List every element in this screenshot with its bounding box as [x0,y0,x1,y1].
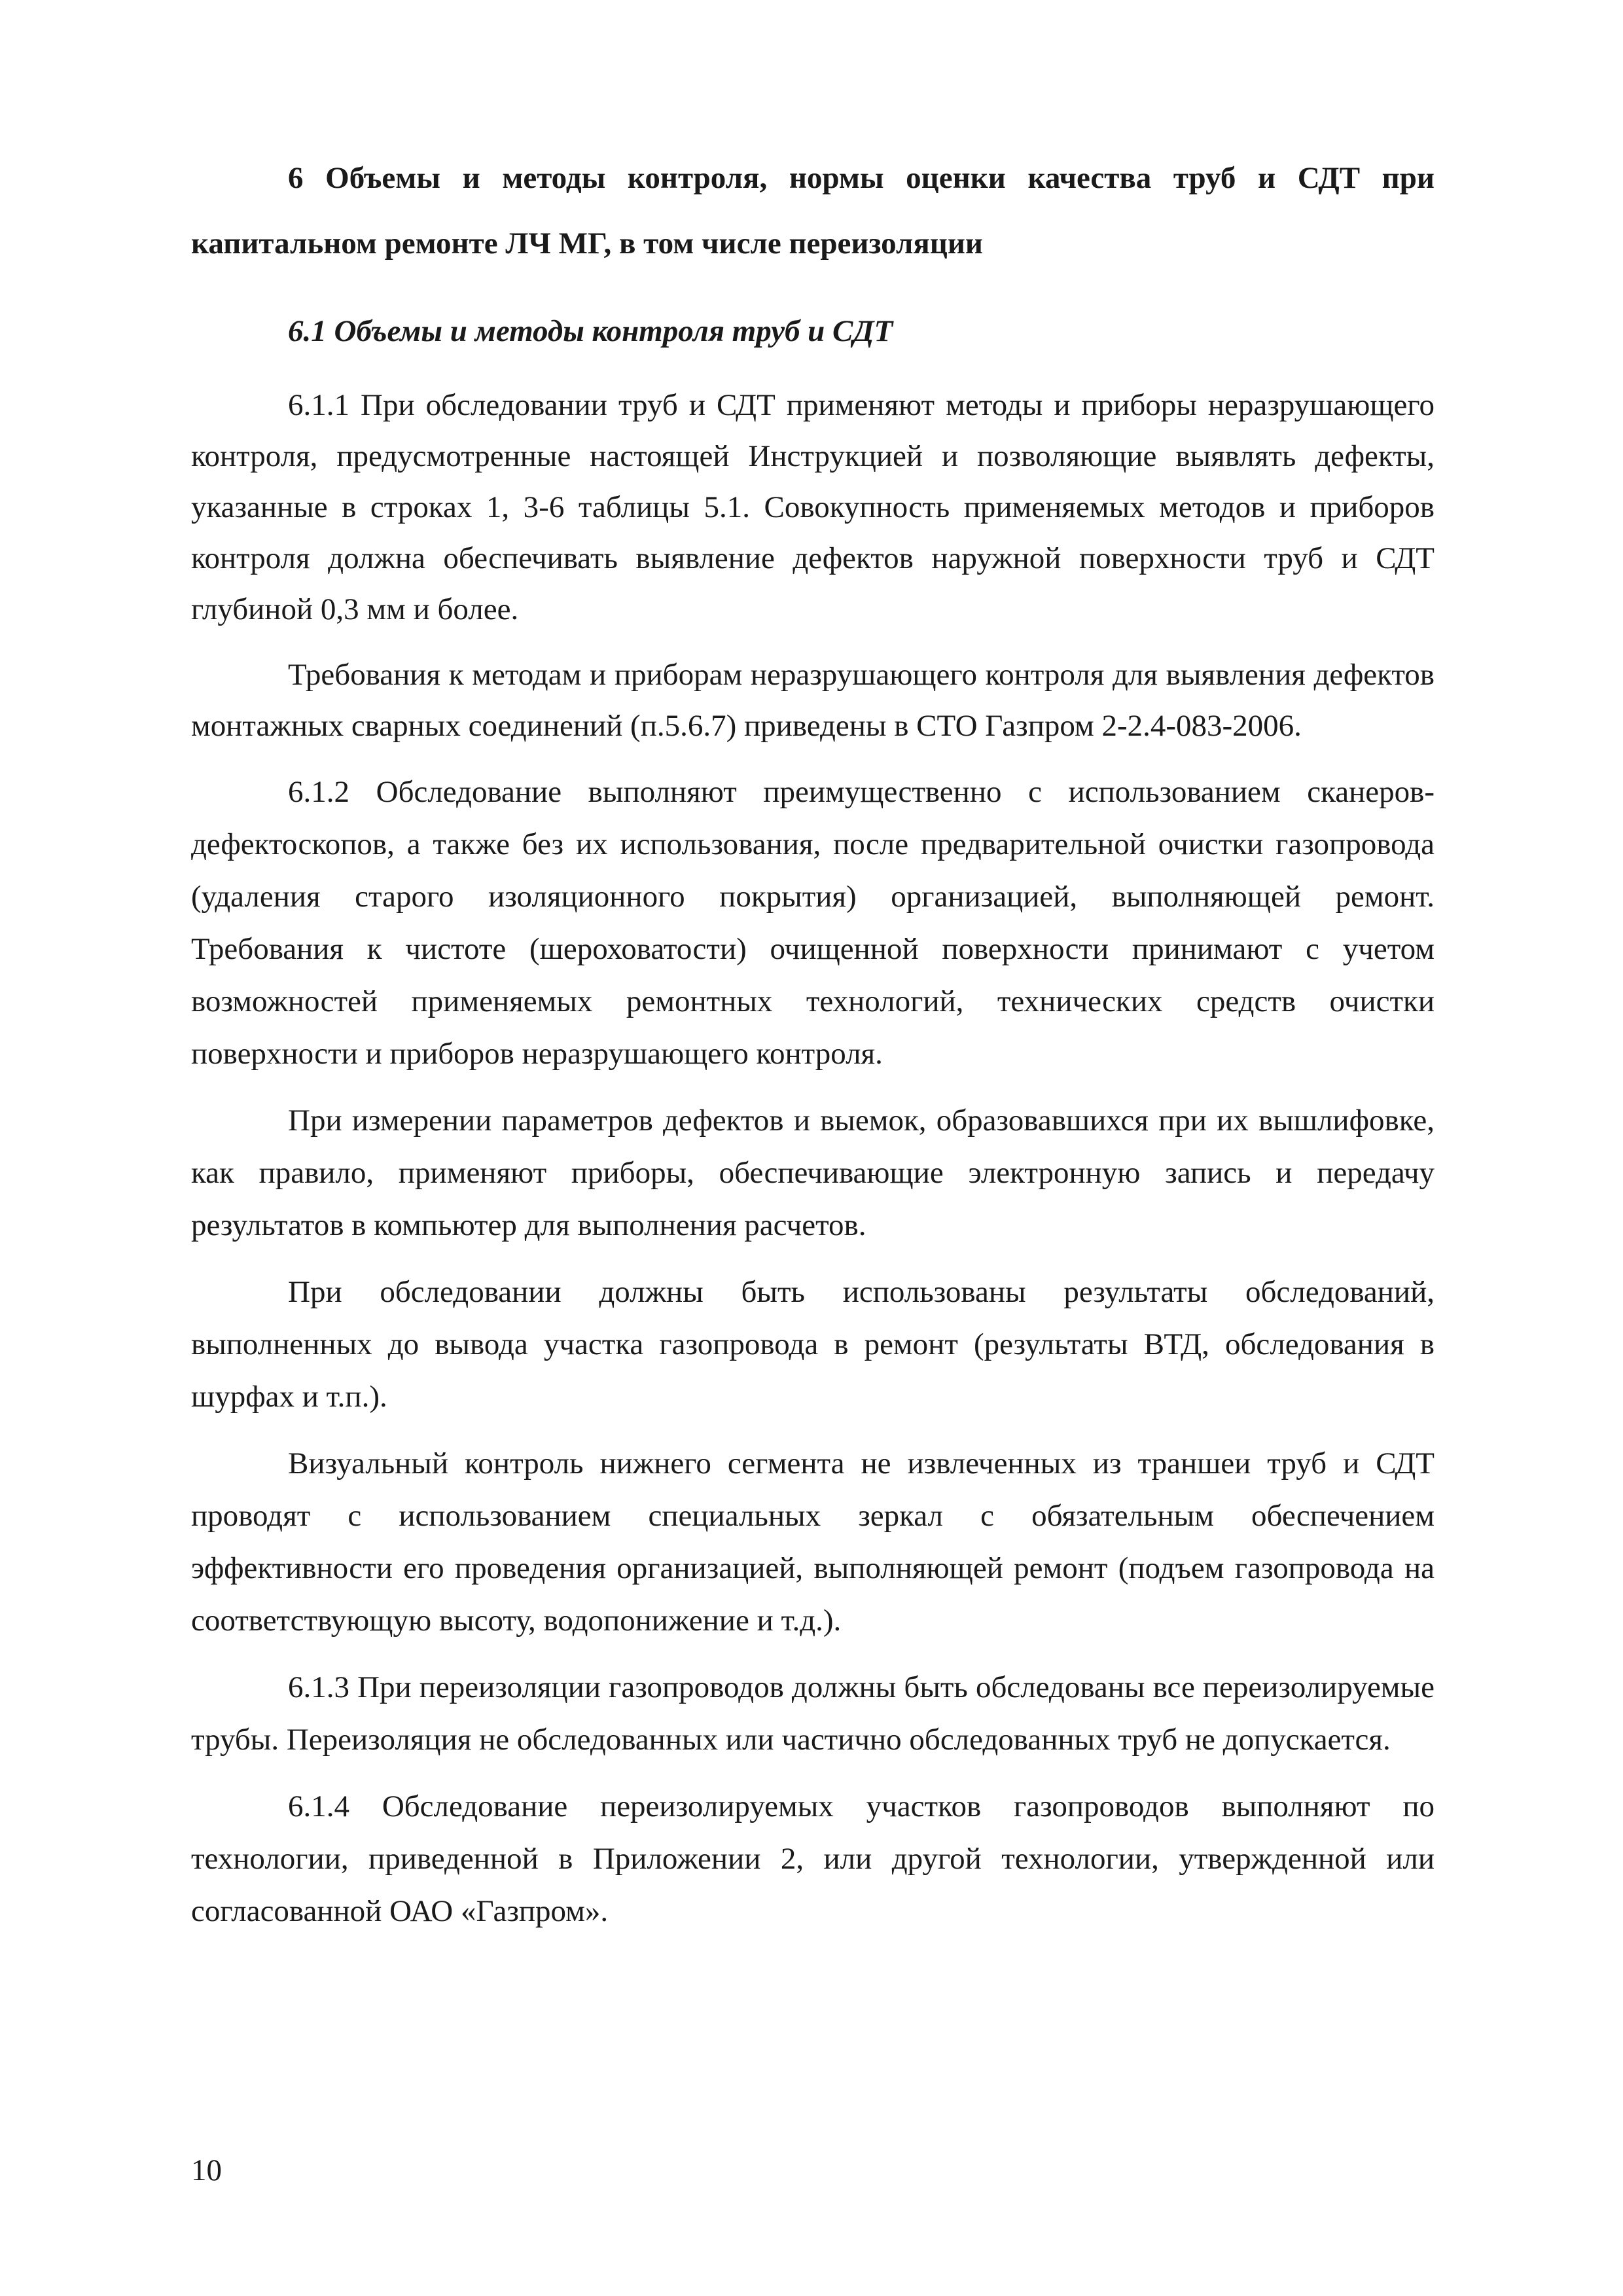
paragraph-6-1-2: 6.1.2 Обследование выполняют преимущественно с использованием сканеров-дефектоскопов, а также без их использования, после предварительной очистки газопровода (удаления старого изоляционного покрытия) организацией, выполняющей ремонт. Требования к чистоте (шероховатости) очищенной поверхности принимают с учетом возможностей применяемых ремонтных технологий, технических средств очистки поверхности и приборов неразрушающего контроля. [191,775,1435,1071]
paragraph-6-1-1: 6.1.1 При обследовании труб и СДТ применяют методы и приборы неразрушающего контроля, предусмотренные настоящей Инструкцией и позволяющие выявлять дефекты, указанные в строках 1, 3-6 таблицы 5.1. Совокупность применяемых методов и приборов контроля должна обеспечивать выявление дефектов наружной поверхности труб и СДТ глубиной 0,3 мм и более. [191,388,1435,626]
paragraph-6-1-4: 6.1.4 Обследование переизолируемых участков газопроводов выполняют по технологии, приведенной в Приложении 2, или другой технологии, утвержденной или согласованной ОАО «Газпром». [191,1789,1435,1928]
page-content [191,145,1435,1952]
paragraph-prior-results: При обследовании должны быть использованы результаты обследований, выполненных до вывода участка газопровода в ремонт (результаты ВТД, обследования в шурфах и т.п.). [191,1275,1435,1414]
paragraph-6-1-3: 6.1.3 При переизоляции газопроводов должны быть обследованы все переизолируемые трубы. Переизоляция не обследованных или частично обследованных труб не допускается. [191,1670,1435,1757]
page-number: 10 [191,2153,222,2187]
paragraph-weld-requirements: Требования к методам и приборам неразрушающего контроля для выявления дефектов монтажных сварных соединений (п.5.6.7) приведены в СТО Газпром 2-2.4-083-2006. [191,658,1435,743]
paragraph-visual-control: Визуальный контроль нижнего сегмента не извлеченных из траншеи труб и СДТ проводят с использованием специальных зеркал с обязательным обеспечением эффективности его проведения организацией, выполняющей ремонт (подъем газопровода на соответствующую высоту, водопонижение и т.д.). [191,1446,1435,1638]
paragraph-measurement: При измерении параметров дефектов и выемок, образовавшихся при их вышлифовке, как правило, применяют приборы, обеспечивающие электронную запись и передачу результатов в компьютер для выполнения расчетов. [191,1103,1435,1242]
section-title-text: 6 Объемы и методы контроля, нормы оценки качества труб и СДТ при капитальном ремонте ЛЧ МГ, в том числе переизоляции [191,161,1435,260]
subsection-title: 6.1 Объемы и методы контроля труб и СДТ [288,314,893,348]
section-title [191,145,1435,276]
